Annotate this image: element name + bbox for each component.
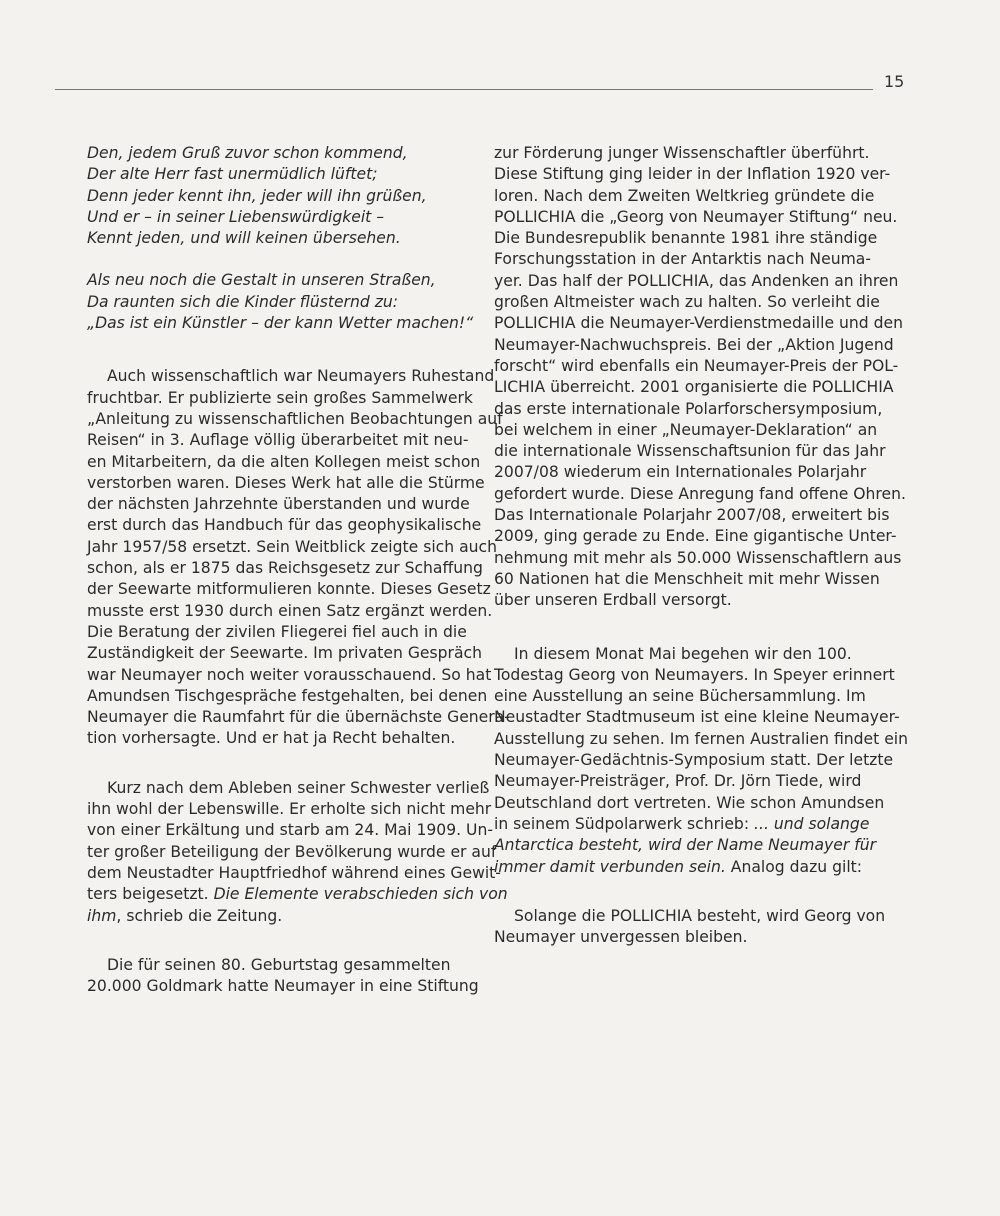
left-column [87, 143, 510, 997]
text-segment: Analog dazu gilt: [725, 857, 863, 876]
text-segment: ters beigesetzt. [87, 885, 214, 904]
text-line: POLLICHIA die Neumayer-Verdienstmedaille und den [494, 314, 904, 333]
text-line: forscht“ wird ebenfalls ein Neumayer-Preis der POL- [494, 356, 899, 375]
text-line: Die Bundesrepublik benannte 1981 ihre ständige [494, 229, 878, 248]
text-line: Kurz nach dem Ableben seiner Schwester verließ [107, 778, 490, 797]
text-line: ihn wohl der Lebenswille. Er erholte sich nicht mehr [87, 800, 492, 819]
header-rule [55, 89, 873, 90]
text-line: 2007/08 wiederum ein Internationales Polarjahr [494, 463, 867, 482]
text-line: großen Altmeister wach zu halten. So verleiht die [494, 293, 880, 312]
verse-line: Der alte Herr fast unermüdlich lüftet; [87, 165, 378, 184]
text-line: erst durch das Handbuch für das geophysikalische [87, 516, 482, 535]
text-line: der nächsten Jahrzehnte überstanden und wurde [87, 495, 470, 514]
verse-line: Denn jeder kennt ihn, jeder will ihn grüßen, [87, 186, 427, 205]
text-line: der Seewarte mitformulieren konnte. Dieses Gesetz [87, 580, 491, 599]
text-line: tion vorhersagte. Und er hat ja Recht behalten. [87, 729, 456, 748]
text-line: schon, als er 1875 das Reichsgesetz zur Schaffung [87, 559, 483, 578]
text-line: Jahr 1957/58 ersetzt. Sein Weitblick zeigte sich auch [87, 537, 497, 556]
text-line: Neumayer-Gedächtnis-Symposium statt. Der letzte [494, 751, 894, 770]
verse-line: Und er – in seiner Liebenswürdigkeit – [87, 207, 385, 226]
text-line: Neumayer-Preisträger, Prof. Dr. Jörn Tiede, wird [494, 772, 862, 791]
text-line: dem Neustadter Hauptfriedhof während eines Gewit- [87, 863, 501, 882]
text-line: gefordert wurde. Diese Anregung fand offene Ohren. [494, 484, 906, 503]
text-line: eine Ausstellung an seine Büchersammlung. Im [494, 687, 866, 706]
text-line: Ausstellung zu sehen. Im fernen Australien findet ein [494, 729, 909, 748]
text-line [87, 884, 508, 905]
text-line: Neumayer die Raumfahrt für die übernächste Genera- [87, 708, 510, 727]
paragraph-death [87, 778, 508, 927]
paragraph-anniversary [494, 644, 909, 878]
text-line: loren. Nach dem Zweiten Weltkrieg gründete die [494, 186, 875, 205]
verse-line: Da raunten sich die Kinder flüsternd zu: [87, 292, 399, 311]
text-line: Diese Stiftung ging leider in der Inflation 1920 ver- [494, 165, 891, 184]
verse-2 [87, 270, 474, 334]
text-line: LICHIA überreicht. 2001 organisierte die POLLICHIA [494, 378, 894, 397]
verse-line: „Das ist ein Künstler – der kann Wetter machen!“ [87, 314, 474, 333]
text-line: bei welchem in einer „Neumayer-Deklaration“ an [494, 420, 878, 439]
text-line: Auch wissenschaftlich war Neumayers Ruhestand [107, 367, 495, 386]
text-line: POLLICHIA die „Georg von Neumayer Stiftung“ neu. [494, 207, 898, 226]
text-line: verstorben waren. Dieses Werk hat alle die Stürme [87, 473, 485, 492]
text-line: fruchtbar. Er publizierte sein großes Sammelwerk [87, 388, 473, 407]
quote-segment: Antarctica besteht, wird der Name Neumayer für [494, 836, 877, 855]
text-line: Zuständigkeit der Seewarte. Im privaten Gespräch [87, 644, 482, 663]
paragraph-legacy [494, 143, 906, 612]
text-line [494, 814, 884, 835]
quote-segment: ihm [87, 906, 117, 925]
text-line: nehmung mit mehr als 50.000 Wissenschaftlern aus [494, 548, 902, 567]
quote-segment: ... und solange [754, 814, 870, 833]
text-line: In diesem Monat Mai begehen wir den 100. [514, 644, 852, 663]
text-line: Amundsen Tischgespräche festgehalten, bei denen [87, 686, 488, 705]
text-line: Die für seinen 80. Geburtstag gesammelten [107, 955, 451, 974]
text-line: Das Internationale Polarjahr 2007/08, erweitert bis [494, 506, 890, 525]
text-line [87, 906, 437, 927]
text-line: „Anleitung zu wissenschaftlichen Beobachtungen auf [87, 409, 503, 428]
text-line: Reisen“ in 3. Auflage völlig überarbeitet mit neu- [87, 431, 469, 450]
text-line: das erste internationale Polarforschersymposium, [494, 399, 883, 418]
page-number: 15 [884, 72, 905, 91]
paragraph-closing [494, 906, 884, 949]
text-line: Neumayer unvergessen bleiben. [494, 928, 748, 947]
text-line: Deutschland dort vertreten. Wie schon Amundsen [494, 793, 885, 812]
verse-line: Den, jedem Gruß zuvor schon kommend, [87, 144, 408, 162]
text-segment: in seinem Südpolarwerk schrieb: [494, 814, 755, 833]
text-segment: , schrieb die Zeitung. [116, 906, 283, 925]
quote-segment: Die Elemente verabschieden sich von [213, 885, 508, 904]
text-line: von einer Erkältung und starb am 24. Mai 1909. Un- [87, 821, 493, 840]
text-line: die internationale Wissenschaftsunion für das Jahr [494, 442, 886, 461]
text-line: über unseren Erdball versorgt. [494, 591, 732, 610]
text-line: en Mitarbeitern, da die alten Kollegen meist schon [87, 452, 481, 471]
text-line: Todestag Georg von Neumayers. In Speyer erinnert [494, 665, 895, 684]
text-line: yer. Das half der POLLICHIA, das Andenken an ihren [494, 271, 899, 290]
text-line: zur Förderung junger Wissenschaftler überführt. [494, 144, 870, 162]
text-line: Neumayer-Nachwuchspreis. Bei der „Aktion Jugend [494, 335, 894, 354]
text-line: Neustadter Stadtmuseum ist eine kleine Neumayer- [494, 708, 900, 727]
text-line: musste erst 1930 durch einen Satz ergänzt werden. [87, 601, 493, 620]
quote-segment: immer damit verbunden sein. [494, 857, 726, 876]
text-line [494, 857, 884, 878]
text-line: war Neumayer noch weiter vorausschauend. So hat [87, 665, 492, 684]
verse-1 [87, 143, 437, 249]
paragraph-research [87, 366, 510, 749]
text-line: 60 Nationen hat die Menschheit mit mehr Wissen [494, 569, 880, 588]
text-line [494, 835, 884, 856]
text-line: Forschungsstation in der Antarktis nach Neuma- [494, 250, 871, 269]
text-line: 20.000 Goldmark hatte Neumayer in eine Stiftung [87, 977, 479, 996]
text-line: ter großer Beteiligung der Bevölkerung wurde er auf [87, 842, 497, 861]
verse-line: Als neu noch die Gestalt in unseren Straßen, [87, 271, 436, 290]
verse-line: Kennt jeden, und will keinen übersehen. [87, 229, 401, 248]
text-line: 2009, ging gerade zu Ende. Eine gigantische Unter- [494, 527, 897, 546]
text-line: Solange die POLLICHIA besteht, wird Georg von [514, 906, 886, 925]
right-column [494, 143, 909, 948]
text-line: Die Beratung der zivilen Fliegerei fiel auch in die [87, 622, 467, 641]
paragraph-foundation [87, 955, 479, 998]
